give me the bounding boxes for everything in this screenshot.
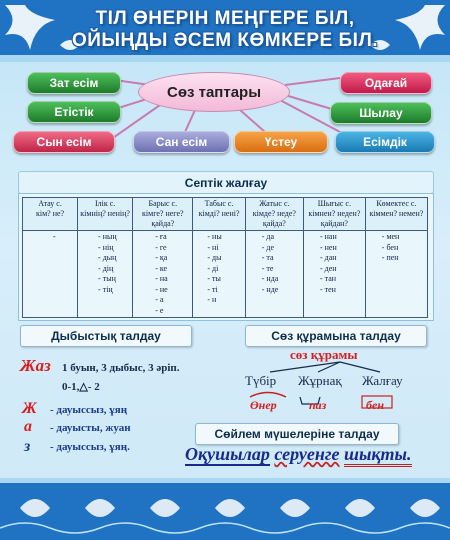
- case-question: кім? не?: [35, 209, 65, 218]
- word-class-adjective: Сын есім: [13, 131, 115, 153]
- case-column-header: [365, 198, 427, 231]
- case-column-header: [245, 198, 303, 231]
- morph-part-root: Түбір: [245, 373, 277, 388]
- case-ending: - нда: [261, 274, 279, 283]
- case-question: кімге? неге? қайда?: [142, 209, 184, 228]
- case-table-header-row: [23, 198, 428, 231]
- case-ending: - нан: [319, 232, 337, 241]
- case-ending: - нен: [319, 242, 337, 252]
- case-ending: - нде: [261, 284, 279, 294]
- case-name: Атау с.: [38, 199, 62, 208]
- case-endings-cell: [78, 231, 133, 318]
- case-ending: - ге: [155, 242, 167, 252]
- title-line-2: ОЙЫҢДЫ ӘСЕМ КӨМКЕРЕ БІЛ.: [71, 30, 379, 51]
- case-ending: - нің: [98, 242, 114, 252]
- syntax-title: Сөйлем мүшелеріне талдау: [195, 423, 399, 445]
- case-name: Көмектес с.: [376, 199, 417, 208]
- phonetic-stress: 0-1,△- 2: [62, 381, 100, 393]
- morph-example-suffix: паз: [309, 398, 327, 412]
- case-ending: - тан: [319, 274, 337, 283]
- case-ending: - ты: [207, 274, 221, 283]
- case-ending: - та: [261, 253, 274, 262]
- case-column-header: [23, 198, 78, 231]
- morphology-subtitle: сөз құрамы: [290, 347, 358, 362]
- case-ending: - да: [261, 232, 275, 241]
- morph-example-ending: бен: [366, 398, 384, 412]
- word-class-pronoun: Есімдік: [335, 131, 435, 153]
- letter-a-desc: - дауысты, жуан: [50, 422, 131, 434]
- word-class-auxiliary: Шылау: [330, 102, 432, 124]
- word-classes-center: Сөз таптары: [138, 72, 290, 112]
- word-class-numeral: Сан есім: [133, 131, 230, 153]
- case-ending: -: [53, 232, 56, 241]
- phonetic-summary: 1 буын, 3 дыбыс, 3 әріп.: [62, 362, 180, 374]
- case-endings-cell: [133, 231, 193, 318]
- case-ending: - те: [261, 263, 274, 273]
- case-ending: - тің: [98, 284, 113, 294]
- case-ending: - ның: [98, 232, 117, 241]
- case-name: Табыс с.: [204, 199, 234, 208]
- case-question: кімнің? ненің?: [80, 209, 130, 218]
- word-class-adverb: Үстеу: [234, 131, 328, 153]
- case-ending: - де: [261, 242, 275, 252]
- case-ending: - ға: [155, 232, 167, 241]
- case-column-header: [133, 198, 193, 231]
- syntax-sentence: [185, 444, 412, 465]
- case-ending: - на: [155, 274, 168, 283]
- case-ending: - ны: [207, 232, 222, 241]
- morphology-title: Сөз құрамына талдау: [245, 325, 427, 347]
- case-name: Барыс с.: [148, 199, 178, 208]
- case-ending: - ке: [155, 263, 168, 273]
- case-column-header: [78, 198, 133, 231]
- letter-zh: Ж: [22, 400, 37, 417]
- word-class-interjection: Одағай: [340, 72, 432, 94]
- case-endings-cell: [245, 231, 303, 318]
- case-question: кімді? нені?: [198, 209, 240, 218]
- case-ending: - ті: [207, 284, 218, 294]
- case-column-header: [193, 198, 245, 231]
- case-ending: - дың: [98, 253, 117, 262]
- case-question: кімнен? неден? қайдан?: [308, 209, 361, 228]
- case-endings-cell: [193, 231, 245, 318]
- case-ending: - бен: [381, 242, 399, 252]
- word-class-verb: Етістік: [27, 101, 121, 123]
- morph-part-suffix: Жұрнақ: [298, 373, 342, 388]
- case-ending: - не: [155, 284, 168, 294]
- case-name: Жатыс с.: [259, 199, 290, 208]
- word-class-noun: Зат есім: [27, 72, 121, 94]
- case-ending: - е: [155, 305, 164, 315]
- case-name: Ілік с.: [94, 199, 116, 208]
- case-ending: - дан: [319, 253, 337, 262]
- letter-a: а: [24, 418, 32, 435]
- case-endings-cell: [303, 231, 365, 318]
- case-endings-cell: [23, 231, 78, 318]
- case-question: кіммен? немен?: [369, 209, 424, 218]
- phonetic-word: Жаз: [20, 356, 51, 375]
- case-ending: - тен: [319, 284, 336, 294]
- morph-example-root: Өнер: [250, 398, 277, 412]
- morph-part-ending: Жалғау: [362, 373, 403, 388]
- letter-zh-desc: - дауыссыз, ұяң: [50, 404, 128, 416]
- case-ending: - ды: [207, 253, 222, 262]
- case-ending: - а: [155, 295, 164, 304]
- case-ending: - дің: [98, 263, 114, 273]
- case-question: кімде? неде? қайда?: [252, 209, 296, 228]
- case-table: [22, 197, 428, 318]
- title-line-1: ТІЛ ӨНЕРІН МЕҢГЕРЕ БІЛ,: [95, 8, 355, 29]
- case-ending: - ді: [207, 263, 219, 273]
- case-ending: - ні: [207, 242, 219, 252]
- case-ending: - мен: [381, 232, 400, 241]
- bottom-ornament: [0, 478, 450, 540]
- case-endings-cell: [365, 231, 427, 318]
- letter-z: з: [24, 438, 31, 455]
- subject-word: Оқушылар: [185, 444, 270, 464]
- predicate-word: шықты.: [344, 444, 412, 467]
- case-table-title: Септік жалғау: [18, 171, 434, 194]
- case-column-header: [303, 198, 365, 231]
- letter-z-desc: - дауыссыз, ұяң.: [50, 441, 130, 453]
- case-ending: - ден: [319, 263, 337, 273]
- phonetic-title: Дыбыстық талдау: [20, 325, 192, 347]
- case-name: Шығыс с.: [317, 199, 351, 208]
- case-ending: - н: [207, 295, 217, 304]
- case-ending: - тың: [98, 274, 116, 283]
- adverbial-word: серуенге: [274, 444, 340, 464]
- case-ending: - пен: [381, 253, 399, 262]
- case-ending: - қа: [155, 253, 168, 262]
- case-endings-row: [23, 231, 428, 318]
